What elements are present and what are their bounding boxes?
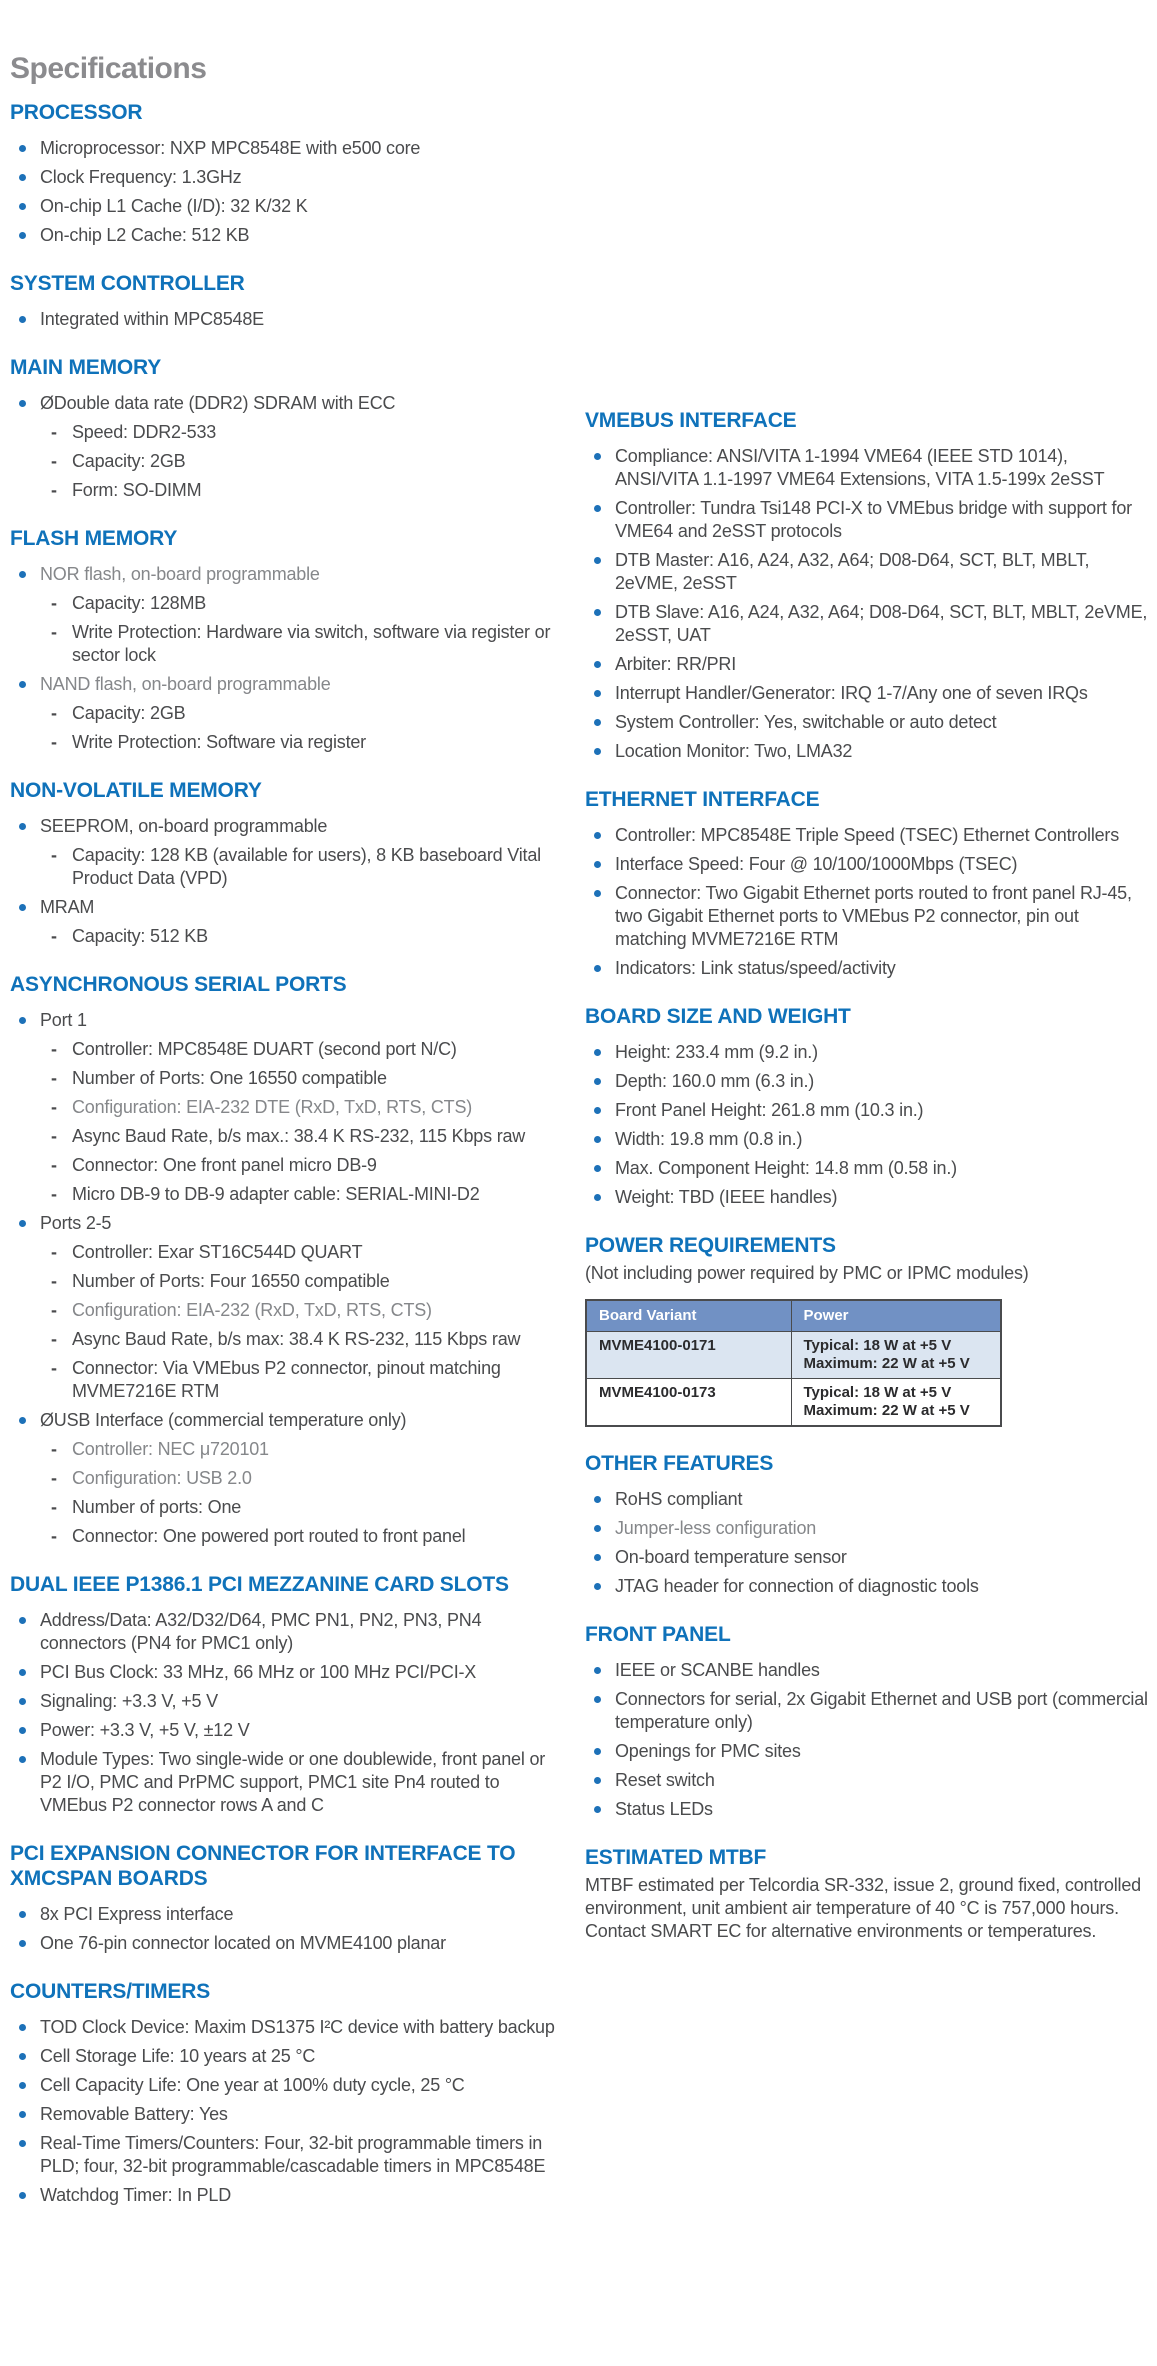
spec-item — [10, 1038, 562, 1061]
spec-item — [10, 1409, 562, 1432]
spec-item — [585, 853, 1151, 876]
spec-item — [585, 682, 1151, 705]
spec-item — [10, 592, 562, 615]
dash-icon: - — [51, 1358, 57, 1378]
bullet-dot-icon — [19, 904, 26, 911]
spec-item-text: Capacity: 2GB — [72, 703, 186, 723]
spec-item — [585, 1157, 1151, 1180]
spec-item — [585, 740, 1151, 763]
section-heading: SYSTEM CONTROLLER — [10, 272, 245, 295]
spec-item-text: Number of ports: One — [72, 1497, 242, 1517]
spec-item-text: Configuration: USB 2.0 — [72, 1468, 252, 1488]
spec-item-text: Integrated within MPC8548E — [40, 309, 264, 329]
table-header-cell: Power — [791, 1300, 1001, 1332]
spec-item-text: Depth: 160.0 mm (6.3 in.) — [615, 1071, 815, 1091]
spec-item — [10, 224, 562, 247]
spec-item — [10, 421, 562, 444]
section-heading: FRONT PANEL — [585, 1623, 731, 1646]
spec-item-text: Jumper-less configuration — [615, 1518, 817, 1538]
bullet-dot-icon — [594, 965, 601, 972]
spec-item — [585, 1186, 1151, 1209]
section-heading: FLASH MEMORY — [10, 527, 178, 550]
spec-item-text: Capacity: 128 KB (available for users), 8 KB baseboard Vital Product Data (VPD) — [72, 845, 541, 888]
dash-icon: - — [51, 1300, 57, 1320]
spec-item — [10, 896, 562, 919]
section-heading: ASYNCHRONOUS SERIAL PORTS — [10, 973, 347, 996]
spec-item — [10, 1903, 562, 1926]
spec-section — [10, 1841, 562, 1955]
spec-item — [585, 1099, 1151, 1122]
spec-item — [585, 1070, 1151, 1093]
spec-item — [585, 653, 1151, 676]
spec-item — [10, 1183, 562, 1206]
spec-item — [10, 2074, 562, 2097]
spec-item — [10, 815, 562, 838]
bullet-dot-icon — [19, 2024, 26, 2031]
spec-item-text: Port 1 — [40, 1010, 87, 1030]
spec-item-text: Connector: One powered port routed to front panel — [72, 1526, 466, 1546]
spec-item — [585, 497, 1151, 543]
spec-item-text: Module Types: Two single-wide or one doublewide, front panel or P2 I/O, PMC and PrPMC support, PMC1 site Pn4 routed to VMEbus P2 connector rows A and C — [40, 1749, 546, 1815]
bullet-dot-icon — [19, 1669, 26, 1676]
dash-icon: - — [51, 480, 57, 500]
bullet-dot-icon — [594, 748, 601, 755]
spec-item — [10, 1690, 562, 1713]
bullet-dot-icon — [19, 1756, 26, 1763]
spec-section — [10, 972, 562, 1548]
spec-item-text: Removable Battery: Yes — [40, 2104, 228, 2124]
spec-item — [10, 1241, 562, 1264]
spec-item-text: JTAG header for connection of diagnostic tools — [615, 1576, 979, 1596]
spec-item-text: Async Baud Rate, b/s max: 38.4 K RS-232, 115 Kbps raw — [72, 1329, 521, 1349]
bullet-dot-icon — [19, 174, 26, 181]
spec-item-text: Watchdog Timer: In PLD — [40, 2185, 232, 2205]
section-heading: ETHERNET INTERFACE — [585, 788, 820, 811]
spec-item — [10, 2184, 562, 2207]
dash-icon: - — [51, 622, 57, 642]
bullet-dot-icon — [594, 661, 601, 668]
dash-icon: - — [51, 1126, 57, 1146]
spec-item — [10, 1525, 562, 1548]
spec-item — [10, 1299, 562, 1322]
bullet-dot-icon — [594, 1136, 601, 1143]
section-heading: OTHER FEATURES — [585, 1452, 774, 1475]
bullet-dot-icon — [594, 1696, 601, 1703]
section-heading: PCI EXPANSION CONNECTOR FOR INTERFACE TO XMCSPAN BOARDS — [10, 1842, 516, 1890]
spec-item-text: Compliance: ANSI/VITA 1-1994 VME64 (IEEE STD 1014), ANSI/VITA 1.1-1997 VME64 Extensions, VITA 1.5-199x 2eSST — [615, 446, 1105, 489]
dash-icon: - — [51, 703, 57, 723]
spec-item — [10, 195, 562, 218]
power-cell: Typical: 18 W at +5 V Maximum: 22 W at +5 V — [791, 1379, 1001, 1427]
section-heading: POWER REQUIREMENTS — [585, 1234, 836, 1257]
section-heading: NON-VOLATILE MEMORY — [10, 779, 262, 802]
spec-item-text: Number of Ports: Four 16550 compatible — [72, 1271, 390, 1291]
spec-item-text: 8x PCI Express interface — [40, 1904, 234, 1924]
spec-item — [10, 2132, 562, 2178]
spec-item — [10, 450, 562, 473]
bullet-dot-icon — [19, 1940, 26, 1947]
power-requirements-table — [585, 1299, 1002, 1427]
spec-item-text: NAND flash, on-board programmable — [40, 674, 331, 694]
spec-item-text: Microprocessor: NXP MPC8548E with e500 core — [40, 138, 421, 158]
board-variant-cell: MVME4100-0173 — [586, 1379, 791, 1427]
spec-item — [585, 1488, 1151, 1511]
spec-item-text: Cell Storage Life: 10 years at 25 °C — [40, 2046, 316, 2066]
spec-item — [10, 1609, 562, 1655]
spec-item — [10, 925, 562, 948]
bullet-dot-icon — [594, 1496, 601, 1503]
bullet-dot-icon — [19, 2053, 26, 2060]
spec-item — [10, 1357, 562, 1403]
spec-item — [10, 1719, 562, 1742]
section-heading: BOARD SIZE AND WEIGHT — [585, 1005, 851, 1028]
bullet-dot-icon — [19, 1727, 26, 1734]
spec-item-text: Connectors for serial, 2x Gigabit Ethernet and USB port (commercial temperature only) — [615, 1689, 1148, 1732]
spec-item — [10, 1270, 562, 1293]
spec-item-text: Controller: NEC μ720101 — [72, 1439, 269, 1459]
section-heading: DUAL IEEE P1386.1 PCI MEZZANINE CARD SLOTS — [10, 1573, 509, 1596]
dash-icon: - — [51, 1097, 57, 1117]
spec-item — [10, 2103, 562, 2126]
bullet-dot-icon — [19, 1220, 26, 1227]
spec-item-text: Max. Component Height: 14.8 mm (0.58 in.) — [615, 1158, 957, 1178]
spec-item-text: Speed: DDR2-533 — [72, 422, 217, 442]
bullet-dot-icon — [594, 505, 601, 512]
spec-item — [10, 1067, 562, 1090]
spec-item-text: Write Protection: Hardware via switch, software via register or sector lock — [72, 622, 551, 665]
spec-item-text: Reset switch — [615, 1770, 715, 1790]
bullet-dot-icon — [19, 203, 26, 210]
spec-item — [10, 673, 562, 696]
bullet-dot-icon — [594, 1777, 601, 1784]
spec-item-text: Form: SO-DIMM — [72, 480, 202, 500]
spec-item — [10, 1748, 562, 1817]
dash-icon: - — [51, 1271, 57, 1291]
table-header-cell: Board Variant — [586, 1300, 791, 1332]
spec-section — [10, 526, 562, 754]
bullet-dot-icon — [594, 1667, 601, 1674]
spec-section — [10, 355, 562, 502]
spec-section — [585, 1004, 1151, 1209]
bullet-dot-icon — [594, 832, 601, 839]
bullet-dot-icon — [19, 1017, 26, 1024]
spec-item — [585, 1688, 1151, 1734]
spec-item-text: Interface Speed: Four @ 10/100/1000Mbps (TSEC) — [615, 854, 1018, 874]
spec-item — [10, 479, 562, 502]
spec-item-text: On-chip L1 Cache (I/D): 32 K/32 K — [40, 196, 308, 216]
spec-item — [10, 1661, 562, 1684]
dash-icon: - — [51, 926, 57, 946]
spec-item-text: Capacity: 512 KB — [72, 926, 208, 946]
dash-icon: - — [51, 1039, 57, 1059]
power-cell: Typical: 18 W at +5 V Maximum: 22 W at +5 V — [791, 1332, 1001, 1379]
spec-item — [10, 166, 562, 189]
spec-item-text: Power: +3.3 V, +5 V, ±12 V — [40, 1720, 250, 1740]
bullet-dot-icon — [594, 690, 601, 697]
spec-item — [10, 1438, 562, 1461]
spec-item — [10, 844, 562, 890]
spec-section — [10, 1572, 562, 1817]
spec-item-text: Number of Ports: One 16550 compatible — [72, 1068, 387, 1088]
dash-icon: - — [51, 1439, 57, 1459]
spec-item-text: Signaling: +3.3 V, +5 V — [40, 1691, 218, 1711]
spec-item-text: Connector: Two Gigabit Ethernet ports routed to front panel RJ-45, two Gigabit Ethernet ports to VMEbus P2 connector, pin out matching MVME7216E RTM — [615, 883, 1132, 949]
dash-icon: - — [51, 1468, 57, 1488]
table-row — [586, 1379, 1001, 1427]
spec-item-text: Height: 233.4 mm (9.2 in.) — [615, 1042, 818, 1062]
spec-item-text: One 76-pin connector located on MVME4100 planar — [40, 1933, 446, 1953]
bullet-dot-icon — [594, 1165, 601, 1172]
spec-item — [10, 1467, 562, 1490]
spec-item-text: Address/Data: A32/D32/D64, PMC PN1, PN2, PN3, PN4 connectors (PN4 for PMC1 only) — [40, 1610, 482, 1653]
dash-icon: - — [51, 1526, 57, 1546]
bullet-dot-icon — [594, 719, 601, 726]
bullet-dot-icon — [594, 1194, 601, 1201]
bullet-dot-icon — [19, 145, 26, 152]
spec-item-text: Capacity: 128MB — [72, 593, 207, 613]
bullet-dot-icon — [19, 823, 26, 830]
bullet-dot-icon — [594, 1583, 601, 1590]
dash-icon: - — [51, 451, 57, 471]
right-column — [585, 408, 1151, 1943]
dash-icon: - — [51, 1329, 57, 1349]
bullet-dot-icon — [19, 232, 26, 239]
bullet-dot-icon — [594, 453, 601, 460]
spec-item-text: Real-Time Timers/Counters: Four, 32-bit programmable timers in PLD; four, 32-bit programmable/cascadable timers in MPC8548E — [40, 2133, 546, 2176]
spec-item-text: NOR flash, on-board programmable — [40, 564, 320, 584]
spec-item — [10, 702, 562, 725]
spec-item-text: Connector: Via VMEbus P2 connector, pinout matching MVME7216E RTM — [72, 1358, 501, 1401]
spec-item-text: Openings for PMC sites — [615, 1741, 801, 1761]
spec-item — [585, 1128, 1151, 1151]
section-heading: MAIN MEMORY — [10, 356, 162, 379]
spec-item-text: Async Baud Rate, b/s max.: 38.4 K RS-232, 115 Kbps raw — [72, 1126, 526, 1146]
dash-icon: - — [51, 593, 57, 613]
spec-item-text: Controller: MPC8548E Triple Speed (TSEC) Ethernet Controllers — [615, 825, 1120, 845]
spec-item-text: Ports 2-5 — [40, 1213, 112, 1233]
spec-item-text: Controller: Tundra Tsi148 PCI-X to VMEbus bridge with support for VME64 and 2eSST protocols — [615, 498, 1132, 541]
spec-item-text: MRAM — [40, 897, 95, 917]
dash-icon: - — [51, 732, 57, 752]
bullet-dot-icon — [19, 2192, 26, 2199]
spec-item-text: Configuration: EIA-232 DTE (RxD, TxD, RTS, CTS) — [72, 1097, 473, 1117]
spec-item — [10, 1096, 562, 1119]
spec-section — [585, 1451, 1151, 1598]
spec-section — [585, 1233, 1151, 1427]
dash-icon: - — [51, 1242, 57, 1262]
spec-item-text: Micro DB-9 to DB-9 adapter cable: SERIAL-MINI-D2 — [72, 1184, 480, 1204]
spec-item-text: IEEE or SCANBE handles — [615, 1660, 820, 1680]
spec-item — [10, 137, 562, 160]
bullet-dot-icon — [594, 1107, 601, 1114]
table-row — [586, 1332, 1001, 1379]
dash-icon: - — [51, 1497, 57, 1517]
spec-item — [585, 1575, 1151, 1598]
spec-item-text: SEEPROM, on-board programmable — [40, 816, 328, 836]
spec-item — [585, 1659, 1151, 1682]
bullet-dot-icon — [594, 609, 601, 616]
bullet-dot-icon — [594, 1806, 601, 1813]
spec-item — [10, 1496, 562, 1519]
bullet-dot-icon — [594, 1554, 601, 1561]
spec-item-text: DTB Slave: A16, A24, A32, A64; D08-D64, SCT, BLT, MBLT, 2eVME, 2eSST, UAT — [615, 602, 1148, 645]
spec-item — [585, 1517, 1151, 1540]
spec-item-text: Controller: Exar ST16C544D QUART — [72, 1242, 363, 1262]
spec-item-text: Width: 19.8 mm (0.8 in.) — [615, 1129, 803, 1149]
spec-item-text: ØDouble data rate (DDR2) SDRAM with ECC — [40, 393, 396, 413]
spec-item — [585, 549, 1151, 595]
spec-section — [10, 100, 562, 247]
bullet-dot-icon — [19, 316, 26, 323]
spec-item — [10, 2016, 562, 2039]
section-heading: ESTIMATED MTBF — [585, 1846, 767, 1869]
bullet-dot-icon — [19, 2082, 26, 2089]
bullet-dot-icon — [19, 1417, 26, 1424]
spec-item-text: Connector: One front panel micro DB-9 — [72, 1155, 377, 1175]
spec-item — [10, 1009, 562, 1032]
spec-item-text: System Controller: Yes, switchable or auto detect — [615, 712, 997, 732]
spec-item-text: On-board temperature sensor — [615, 1547, 847, 1567]
board-variant-cell: MVME4100-0171 — [586, 1332, 791, 1379]
spec-item — [585, 445, 1151, 491]
spec-item — [585, 711, 1151, 734]
spec-item — [585, 1546, 1151, 1569]
dash-icon: - — [51, 1068, 57, 1088]
spec-item-text: Write Protection: Software via register — [72, 732, 366, 752]
spec-item-text: Interrupt Handler/Generator: IRQ 1-7/Any one of seven IRQs — [615, 683, 1088, 703]
spec-item-text: Capacity: 2GB — [72, 451, 186, 471]
spec-item-text: Controller: MPC8548E DUART (second port N/C) — [72, 1039, 457, 1059]
section-heading: COUNTERS/TIMERS — [10, 1980, 211, 2003]
spec-item-text: Front Panel Height: 261.8 mm (10.3 in.) — [615, 1100, 924, 1120]
spec-item-text: RoHS compliant — [615, 1489, 743, 1509]
dash-icon: - — [51, 845, 57, 865]
spec-item — [10, 392, 562, 415]
spec-item — [585, 1041, 1151, 1064]
spec-item-text: Indicators: Link status/speed/activity — [615, 958, 896, 978]
dash-icon: - — [51, 422, 57, 442]
bullet-dot-icon — [19, 2140, 26, 2147]
bullet-dot-icon — [594, 890, 601, 897]
bullet-dot-icon — [594, 861, 601, 868]
spec-item — [10, 1932, 562, 1955]
bullet-dot-icon — [594, 1049, 601, 1056]
mtbf-paragraph: MTBF estimated per Telcordia SR-332, issue 2, ground fixed, controlled environment, unit ambient air temperature of 40 °C is 757,000 hours. Contact SMART EC for alternative environments or temperatures. — [585, 1875, 1141, 1941]
spec-item — [10, 731, 562, 754]
bullet-dot-icon — [594, 557, 601, 564]
bullet-dot-icon — [594, 1078, 601, 1085]
spec-section — [585, 1622, 1151, 1821]
spec-item-text: Weight: TBD (IEEE handles) — [615, 1187, 838, 1207]
bullet-dot-icon — [19, 571, 26, 578]
bullet-dot-icon — [19, 1698, 26, 1705]
spec-item-text: Cell Capacity Life: One year at 100% duty cycle, 25 °C — [40, 2075, 465, 2095]
bullet-dot-icon — [19, 1617, 26, 1624]
spec-item-text: Clock Frequency: 1.3GHz — [40, 167, 242, 187]
spec-section — [585, 1845, 1151, 1943]
spec-item-text: On-chip L2 Cache: 512 KB — [40, 225, 250, 245]
spec-item — [10, 1328, 562, 1351]
spec-section — [10, 271, 562, 331]
spec-item-text: DTB Master: A16, A24, A32, A64; D08-D64, SCT, BLT, MBLT, 2eVME, 2eSST — [615, 550, 1090, 593]
spec-section — [585, 787, 1151, 980]
spec-item-text: Location Monitor: Two, LMA32 — [615, 741, 853, 761]
page-title: Specifications — [10, 52, 207, 85]
spec-item — [585, 824, 1151, 847]
spec-item — [585, 601, 1151, 647]
section-heading: PROCESSOR — [10, 101, 143, 124]
spec-section — [10, 1979, 562, 2207]
spec-item — [10, 308, 562, 331]
dash-icon: - — [51, 1155, 57, 1175]
bullet-dot-icon — [19, 400, 26, 407]
spec-item — [10, 2045, 562, 2068]
spec-item-text: TOD Clock Device: Maxim DS1375 I²C device with battery backup — [40, 2017, 555, 2037]
spec-item-text: PCI Bus Clock: 33 MHz, 66 MHz or 100 MHz PCI/PCI-X — [40, 1662, 477, 1682]
power-note: (Not including power required by PMC or IPMC modules) — [585, 1263, 1029, 1283]
spec-section — [10, 778, 562, 948]
spec-item — [585, 1769, 1151, 1792]
spec-item — [10, 1212, 562, 1235]
dash-icon: - — [51, 1184, 57, 1204]
spec-item — [585, 882, 1151, 951]
section-heading: VMEBUS INTERFACE — [585, 409, 797, 432]
bullet-dot-icon — [19, 1911, 26, 1918]
bullet-dot-icon — [19, 681, 26, 688]
spec-item — [585, 1740, 1151, 1763]
spec-item-text: ØUSB Interface (commercial temperature only) — [40, 1410, 407, 1430]
spec-item — [585, 1798, 1151, 1821]
spec-section — [585, 408, 1151, 763]
spec-item — [10, 563, 562, 586]
spec-item — [10, 1125, 562, 1148]
bullet-dot-icon — [594, 1748, 601, 1755]
bullet-dot-icon — [594, 1525, 601, 1532]
spec-item-text: Configuration: EIA-232 (RxD, TxD, RTS, CTS) — [72, 1300, 432, 1320]
spec-item — [585, 957, 1151, 980]
spec-item-text: Arbiter: RR/PRI — [615, 654, 737, 674]
spec-item-text: Status LEDs — [615, 1799, 713, 1819]
bullet-dot-icon — [19, 2111, 26, 2118]
spec-item — [10, 621, 562, 667]
left-column — [10, 50, 562, 2213]
spec-item — [10, 1154, 562, 1177]
